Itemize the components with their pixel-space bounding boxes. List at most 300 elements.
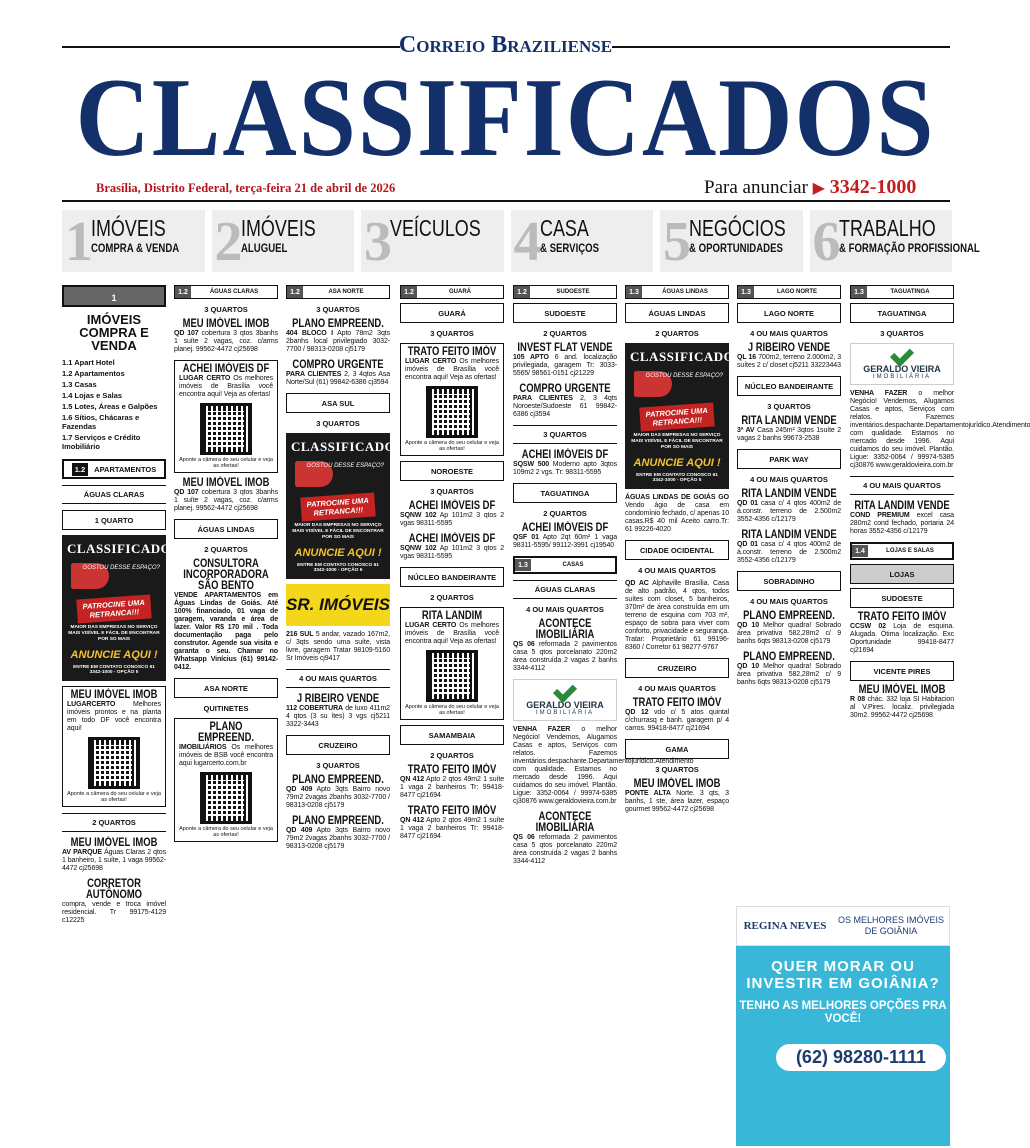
section-tab-subtitle: & OPORTUNIDADES: [689, 241, 783, 255]
qr-code-icon[interactable]: [88, 737, 140, 789]
subcategory-label: 3 QUARTOS: [430, 487, 474, 496]
advertise-phone[interactable]: 3342-1000: [829, 176, 917, 198]
ad-lead: 404 BLOCO I: [286, 330, 333, 337]
ad-text: reformada 2 pavimentos casa 5 qtos porcelanato 220m2 área construída 2 vagas 2 banhs 3344-4112: [513, 834, 617, 865]
ad-title: J RIBEIRO VENDE: [296, 693, 380, 705]
subcategory-label: 2 QUARTOS: [655, 329, 699, 338]
subcategory-label: ÁGUAS CLARAS: [62, 485, 166, 504]
subcategory-label: 2 QUARTOS: [430, 593, 474, 602]
ad-lead: IMOBILIÁRIOS: [179, 744, 227, 751]
ad-title: ACHEI IMÓVEIS DF: [408, 500, 496, 512]
subcategory-label: 3 QUARTOS: [880, 329, 924, 338]
classified-ad: [174, 319, 278, 354]
promo-question: GOSTOU DESSE ESPAÇO?: [82, 565, 160, 571]
subcategory-label: 4 OU MAIS QUARTOS: [750, 329, 828, 338]
qr-caption: Aponte a câmera do seu celular e veja as ofertas!: [179, 457, 273, 469]
subcategory-label: 2 QUARTOS: [543, 329, 587, 338]
regina-neves-phone[interactable]: (62) 98280-1111: [776, 1044, 946, 1071]
subcategory-label: CIDADE OCIDENTAL: [625, 540, 729, 560]
ad-lead: PARA CLIENTES: [286, 371, 342, 378]
category-label: ÁGUAS CLARAS: [209, 289, 259, 295]
ad-text: Apto 3qts Bairro novo 79m2 2vagas 2banhs 3032-7700 / 98313-0208 cj5179: [286, 786, 390, 809]
subcategory-label: SAMAMBAIA: [400, 725, 504, 745]
subcategory-label: ÁGUAS LINDAS: [625, 303, 729, 323]
subcategory-label: LAGO NORTE: [737, 303, 841, 323]
ad-lead: QD 10: [737, 622, 760, 629]
qr-code-icon[interactable]: [426, 386, 478, 438]
ad-text: Loja de esquina. Alugada. Ótima localização. Exc Oportunidade 99418-8477 cj21694: [850, 623, 954, 654]
section-tab-subtitle: & SERVIÇOS: [539, 241, 599, 255]
subcategory-label: NÚCLEO BANDEIRANTE: [400, 567, 504, 587]
ad-lead: QSF 01: [513, 534, 539, 541]
ad-text: 6 and. localização privilegiada, garagem Tr: 3033-5565/ 98561-0151 cj21229: [513, 354, 617, 377]
classified-ad: [286, 775, 390, 810]
index-item[interactable]: 1.4 Lojas e Salas: [62, 391, 123, 400]
masthead-divider: [62, 200, 950, 202]
ad-text: VENDE APARTAMENTOS em Águas Lindas de Goiás. Até 100% financiado, 01 vaga de garagem, varanda e área de lazer. Valor R$ 170 mil . Toda documentação paga pelo construtor. Agende sua visita e garanta o seu. Chamar no Whatsapp Vinícius (61) 99142-0412.: [174, 592, 278, 671]
ad-text: Ap 101m2 3 qtos 2 vgas 98311-5595: [400, 545, 505, 560]
classified-ad: [850, 501, 954, 536]
ad-title: RITA LANDIM: [421, 610, 483, 622]
ad-title: TRATO FEITO IMÓV: [857, 611, 947, 623]
ad-lead: LUGAR CERTO: [405, 622, 457, 629]
section-number: 1: [65, 211, 93, 273]
category-label: TAGUATINGA: [890, 289, 930, 295]
subcategory-label: LOJAS: [850, 564, 954, 584]
ad-text: 2, 3 4qtos Asa Norte/Sul (61) 99842-6386 cj3594: [286, 371, 390, 386]
qr-code-icon[interactable]: [200, 772, 252, 824]
advertise-info: [704, 176, 916, 199]
section-tab-title: VEÍCULOS: [390, 215, 481, 241]
classified-ad: [62, 879, 166, 925]
classified-ad: [737, 530, 841, 565]
category-header: [400, 285, 504, 299]
classified-ad: [737, 652, 841, 696]
ad-text: 2, 3 4qts Noroeste/Sudoeste 61 99842-6386 cj3594: [513, 395, 617, 418]
classified-ad: [737, 611, 841, 646]
section-tab-imoveis-aluguel[interactable]: [212, 210, 355, 272]
classified-ad: [625, 779, 729, 814]
classified-ad: [400, 607, 504, 720]
ad-title: COMPRO URGENTE: [519, 383, 611, 395]
ad-text: vdo c/ 5 atos quintal c/churrasq e banh. garagem p/ 4 carros. 99418-8477 cj21694: [625, 709, 729, 732]
section-title: CLASSIFICADOS: [75, 56, 936, 180]
newspaper-name: Correio Braziliense: [398, 32, 613, 58]
ad-text: 700m2, terreno 2.000m2, 3 suítes 2 c/ closet cj5211 33223443: [737, 354, 841, 369]
ad-title: RITA LANDIM VENDE: [854, 500, 950, 512]
ad-lead: LUGAR CERTO: [405, 358, 457, 365]
promo-contact: ENTRE EM CONTATO CONOSCO 61 3342-1000 - OPÇÃO 5: [297, 563, 379, 573]
subcategory-label: 2 QUARTOS: [62, 813, 166, 832]
qr-caption: Aponte a câmera do seu celular e veja as ofertas!: [405, 440, 499, 452]
column-2: [174, 285, 278, 1145]
subcategory-label: 4 OU MAIS QUARTOS: [850, 476, 954, 495]
subcategory-label: 4 OU MAIS QUARTOS: [638, 566, 716, 575]
ad-text: Melhor quadra! Sobrado área privativa 582,28m2 c/ 9 banhs 6qts 98313-0208 cj5179: [737, 663, 841, 686]
classified-ad: [174, 360, 278, 473]
index-item[interactable]: 1.5 Lotes, Áreas e Galpões: [62, 402, 158, 411]
promo-sponsor: PATROCINE UMA RETRANCA!!!: [76, 594, 151, 623]
section-nav: [62, 210, 980, 273]
classified-ad: [513, 384, 617, 419]
promo-title: CLASSIFICADOS: [630, 349, 742, 364]
promo-question: GOSTOU DESSE ESPAÇO?: [306, 463, 384, 469]
ad-lead: QD 10: [737, 663, 760, 670]
ad-title: INVEST FLAT VENDE: [517, 342, 613, 354]
arrow-right-icon: ▶: [812, 180, 825, 197]
classified-ad: [400, 765, 504, 800]
ad-text: Apto 2 qtos 49m2 1 suíte 1 vaga 2 banheiros Tr: 99418-8477 cj21694: [400, 776, 504, 799]
qr-caption: Aponte a câmera do seu celular e veja as ofertas!: [67, 791, 161, 803]
qr-code-icon[interactable]: [200, 403, 252, 455]
category-header: [513, 285, 617, 299]
section-tab-title: IMÓVEIS: [240, 215, 316, 241]
column-4: [400, 285, 504, 1145]
ad-title: TRATO FEITO IMÓV: [632, 697, 722, 709]
ad-lead: QS 06: [513, 834, 535, 841]
promo-smalltext: MAIOR DAS EMPRESAS NO SERVIÇO MAIS VISÍVEL E FÁCIL DE ENCONTRAR POR SO MAIS: [68, 625, 160, 642]
classified-ad: [400, 343, 504, 456]
promo-contact: ENTRE EM CONTATO CONOSCO 61 3342-1000 - OPÇÃO 5: [73, 665, 155, 675]
geraldo-vieira-logo: [850, 343, 954, 385]
subcategory-label: CRUZEIRO: [625, 658, 729, 678]
regina-neves-headline: QUER MORAR OU INVESTIR EM GOIÂNIA?: [746, 958, 940, 992]
ad-lead: SQSW 500: [513, 461, 550, 468]
classified-ad: [513, 523, 617, 550]
ad-title: ACHEI IMÓVEIS DF: [521, 522, 609, 534]
section-tab-negocios[interactable]: [660, 210, 803, 272]
ad-lead: QD 107: [174, 489, 199, 496]
index-item[interactable]: 1.6 Sítios, Chácaras e Fazendas: [62, 413, 140, 431]
ad-title: CORRETOR AUTÔNOMO: [85, 878, 143, 901]
classified-ad: [286, 631, 390, 663]
ad-text: cobertura 3 qtos 3banhs 1 suíte 2 vagas, coz. c/arms planej. 99562-4472 cj25698: [174, 489, 278, 512]
ad-title: MEU IMÓVEL IMOB: [70, 837, 158, 849]
subcategory-label: TAGUATINGA: [850, 303, 954, 323]
ad-lead: SQNW 102: [400, 545, 437, 552]
ad-title: PLANO EMPREEND.: [292, 318, 384, 330]
regina-neves-logo: REGINA NEVES: [743, 920, 827, 932]
ad-lead: COND PREMIUM: [850, 512, 910, 519]
section-tab-subtitle: & FORMAÇÃO PROFISSIONAL: [838, 241, 980, 255]
ad-text: compra, vende e troca imóvel residencial. Tr 99175-4129 c12225: [62, 901, 166, 924]
category-label: LOJAS E SALAS: [886, 548, 934, 554]
subcategory-label: 4 OU MAIS QUARTOS: [750, 597, 828, 606]
ad-lead: 105 APTO: [513, 354, 549, 361]
ad-lead: QL 16: [737, 354, 757, 361]
promo-title: CLASSIFICADOS: [291, 439, 403, 454]
promo-title: CLASSIFICADOS: [67, 541, 179, 556]
subcategory-label: PARK WAY: [737, 449, 841, 469]
subcategory-label: 4 OU MAIS QUARTOS: [526, 605, 604, 614]
section-tab-title: TRABALHO: [838, 215, 936, 241]
category-header: [625, 285, 729, 299]
section-tab-trabalho[interactable]: [810, 210, 980, 273]
ad-text: 5 andar, vazado 167m2, c/ 3qts sendo uma suíte, vista livre, garagem Tratar 98109-5160 Sr Imóveis cj9417: [286, 631, 390, 662]
ad-lead: CCSW 02: [850, 623, 886, 630]
ad-lead: 216 SUL: [286, 631, 314, 638]
ad-title: TRATO FEITO IMÓV: [407, 346, 497, 358]
subcategory-label: VICENTE PIRES: [850, 661, 954, 681]
ad-title: RITA LANDIM VENDE: [741, 488, 837, 500]
ad-lead: QD 107: [174, 330, 199, 337]
subcategory-label: ÁGUAS LINDAS: [174, 519, 278, 539]
category-number: 1.3: [851, 286, 867, 298]
ad-text: Os melhores imóveis de Brasília você encontra aqui! Veja as ofertas!: [405, 358, 499, 381]
category-number: 1.2: [175, 286, 191, 298]
classified-ad: [625, 494, 729, 534]
ad-title: PLANO EMPREEND.: [292, 774, 384, 786]
classified-ad: [286, 319, 390, 354]
classified-ad: [850, 612, 954, 655]
promo-ad[interactable]: [625, 343, 742, 489]
category-number: 1.2: [401, 286, 417, 298]
subcategory-label: 3 QUARTOS: [316, 419, 360, 428]
ad-lead: QD 409: [286, 827, 313, 834]
classified-ad: [850, 685, 954, 720]
category-label: CASAS: [562, 562, 584, 568]
ad-text: Os melhores imóveis de BSB você encontra aqui lugarcerto.com.br: [179, 744, 273, 767]
subcategory-label: SUDOESTE: [850, 588, 954, 608]
classified-ad: [400, 534, 504, 561]
ad-title: ACHEI IMÓVEIS DF: [521, 449, 609, 461]
ad-text: Vendo ágio de casa em condomínio fechado, c/ apenas 10 casas.R$ 40 mil Aceito carro.Tr: 61 99226-4020: [625, 502, 729, 533]
classified-ad: [737, 343, 841, 370]
ad-title: MEU IMÓVEL IMOB: [858, 684, 946, 696]
ad-title: PLANO EMPREEND.: [197, 721, 255, 744]
subcategory-label: NÚCLEO BANDEIRANTE: [737, 376, 841, 396]
section-tab-imoveis-compra[interactable]: [62, 210, 205, 272]
subcategory-label: 3 QUARTOS: [204, 305, 248, 314]
ad-title: COMPRO URGENTE: [292, 359, 384, 371]
classified-ad: [513, 812, 617, 866]
ad-lead: VENHA FAZER: [850, 390, 908, 397]
ad-lead: QD 01: [737, 541, 758, 548]
ad-lead: PARA CLIENTES: [513, 395, 573, 402]
ad-lead: QS 06: [513, 641, 535, 648]
index-title: IMÓVEIS COMPRA E VENDA: [79, 312, 149, 353]
promo-question: GOSTOU DESSE ESPAÇO?: [645, 373, 723, 379]
ad-title: MEU IMÓVEL IMOB: [633, 778, 721, 790]
classified-ad: [625, 580, 729, 652]
category-label: ÁGUAS LINDAS: [662, 289, 708, 295]
qr-code-icon[interactable]: [426, 650, 478, 702]
qr-caption: Aponte a câmera do seu celular e veja as ofertas!: [179, 826, 273, 838]
ad-title: MEU IMÓVEL IMOB: [182, 318, 270, 330]
subcategory-label: ASA SUL: [286, 393, 390, 413]
promo-cta: ANUNCIE AQUI !: [294, 547, 382, 559]
classified-ad: [400, 501, 504, 528]
ad-text: reformada 2 pavimentos casa 5 qtos porcelanato 220m2 área construída 2 vagas 2 banhs 3344-4112: [513, 641, 617, 672]
regina-neves-header: [736, 906, 950, 946]
ad-lead: SQNW 102: [400, 512, 437, 519]
ad-title: ACHEI IMÓVEIS DF: [182, 363, 270, 375]
section-tab-casa[interactable]: [511, 210, 654, 272]
category-number: 1.3: [515, 559, 531, 571]
category-number: 1.2: [72, 463, 88, 476]
ad-lead: QD 12: [625, 709, 649, 716]
ad-title: PLANO EMPREEND.: [743, 651, 835, 663]
ad-lead: ÁGUAS LINDAS DE GOIÁS GO: [625, 494, 729, 501]
ad-lead: LUGARCERTO: [67, 701, 116, 708]
classified-ad: [513, 450, 617, 477]
category-header: [737, 285, 841, 299]
subcategory-label: 3 QUARTOS: [767, 402, 811, 411]
promo-ad[interactable]: [286, 433, 403, 579]
subcategory-label: 3 QUARTOS: [316, 305, 360, 314]
ad-text: casa c/ 4 qtos 400m2 de á.constr. terreno de 2.500m2 3552-4356 c/12179: [737, 500, 841, 523]
subcategory-label: 3 QUARTOS: [316, 761, 360, 770]
subcategory-label: 4 OU MAIS QUARTOS: [750, 475, 828, 484]
category-label: APARTAMENTOS: [94, 464, 157, 474]
index-item[interactable]: 1.1 Apart Hotel: [62, 358, 115, 367]
ad-title: PLANO EMPREEND.: [743, 610, 835, 622]
classified-ad: [62, 686, 166, 807]
ad-lead: QD 409: [286, 786, 313, 793]
ad-title: ACONTECE IMOBILIÁRIA: [535, 618, 595, 641]
ad-title: TRATO FEITO IMÓV: [407, 805, 497, 817]
ad-text: Norte. 3 qts, 3 banhs, 1 ste, área lazer, espaço gourmet 99562-4472 cj25698: [625, 790, 729, 813]
category-number: 1.4: [852, 545, 868, 557]
ad-text: Apto 2qt 60m² 1 vaga 98311-5595/ 99112-3991 cj19540: [513, 534, 617, 549]
ad-lead: QD AC: [625, 580, 649, 587]
ad-title: TRATO FEITO IMÓV: [407, 764, 497, 776]
promo-sponsor: PATROCINE UMA RETRANCA!!!: [639, 402, 714, 431]
ad-title: CONSULTORA INCORPORADORA SÃO BENTO: [183, 558, 269, 592]
subcategory-label: NOROESTE: [400, 461, 504, 481]
classified-ad: [513, 343, 617, 378]
logo-subtitle: IMOBILIÁRIA: [872, 374, 931, 380]
ad-lead: QN 412: [400, 776, 425, 783]
ad-title: MEU IMÓVEL IMOB: [70, 689, 158, 701]
promo-smalltext: MAIOR DAS EMPRESAS NO SERVIÇO MAIS VISÍVEL E FÁCIL DE ENCONTRAR POR SO MAIS: [292, 523, 384, 540]
subcategory-label: ÁGUAS CLARAS: [513, 580, 617, 599]
classified-ad: [737, 489, 841, 524]
category-label: LAGO NORTE: [777, 289, 817, 295]
promo-smalltext: MAIOR DAS EMPRESAS NO SERVIÇO MAIS VISÍVEL E FÁCIL DE ENCONTRAR POR SO MAIS: [631, 433, 723, 450]
ad-text: o melhor Negócio! Vendemos, Alugamos Casas e aptos, Serviços com relatos. Fazemos inventários.despachante.Departamentojurídico.Atendimento com qualidade. Estamos no mercado desde 1996. Aqui cuidamos do seu imóvel. Plantão. Ligue: 3352-0064 / 99974-5385 cj30876 www.geraldovieira.com.br: [850, 390, 1030, 469]
classified-ad: [400, 806, 504, 841]
classified-ad: [850, 390, 1030, 470]
category-header: [513, 556, 617, 574]
ad-text: Águas Claras 2 qtos 1 banheiro, 1 suíte, 1 vaga 99562-4472 cj25698: [62, 849, 166, 872]
logo-name: GERALDO VIEIRA: [526, 700, 604, 710]
index-item[interactable]: 1.7 Serviços e Crédito Imobiliário: [62, 433, 141, 451]
ad-title: PLANO EMPREEND.: [292, 815, 384, 827]
ad-lead: LUGAR CERTO: [179, 375, 231, 382]
subcategory-label: QUITINETES: [203, 704, 249, 713]
logo-name: GERALDO VIEIRA: [863, 364, 941, 374]
subcategory-label: 2 QUARTOS: [543, 509, 587, 518]
qr-caption: Aponte a câmera do seu celular e veja as ofertas!: [405, 704, 499, 716]
ad-title: MEU IMÓVEL IMOB: [182, 477, 270, 489]
section-tab-veiculos[interactable]: [361, 210, 504, 272]
promo-ad[interactable]: [62, 535, 179, 681]
category-number: 1.3: [738, 286, 754, 298]
logo-subtitle: IMOBILIÁRIA: [535, 710, 594, 716]
category-header: [850, 542, 954, 560]
classified-ad: [513, 619, 617, 673]
subcategory-label: 2 QUARTOS: [204, 545, 248, 554]
geraldo-vieira-logo: [513, 679, 617, 721]
classified-ad: [625, 698, 729, 733]
index-number: 1: [62, 285, 166, 307]
column-3: [286, 285, 403, 1145]
subcategory-label: 1 QUARTO: [62, 510, 166, 530]
subcategory-label: GUARÁ: [400, 303, 504, 323]
ad-text: chác. 332 loja SI Habitacion al V.Pires. localiz. privilegiada 30m2. 99562-4472 cj25698: [850, 696, 954, 719]
ad-text: Ap 101m2 3 qtos 2 vgas 98311-5595: [400, 512, 505, 527]
category-header: [174, 285, 278, 299]
category-header: [850, 285, 954, 299]
ad-lead: 3ª AV: [737, 427, 755, 434]
subcategory-label: 3 QUARTOS: [430, 329, 474, 338]
ad-text: Apto 78m2 3qts 2banhs local privilegiado 3032-7700 / 98313-0208 cj5179: [286, 330, 390, 353]
subcategory-label: CRUZEIRO: [286, 735, 390, 755]
subcategory-label: SUDOESTE: [513, 303, 617, 323]
index-item[interactable]: 1.3 Casas: [62, 380, 97, 389]
classified-ad: [286, 694, 390, 729]
regina-neves-tagline: OS MELHORES IMÓVEIS DE GOIÂNIA: [837, 915, 945, 936]
regina-neves-ad[interactable]: [736, 906, 950, 1146]
section-tab-title: IMÓVEIS: [91, 215, 166, 241]
ad-text: Os melhores imóveis de Brasília você encontra aqui! Veja as ofertas!: [405, 622, 499, 645]
ad-text: Apto 3qts Bairro novo 79m2 2vagas 2banhs 3032-7700 / 98313-0208 cj5179: [286, 827, 390, 850]
category-label: SUDOESTE: [556, 289, 590, 295]
section-tab-title: CASA: [539, 215, 589, 241]
column-8: [850, 285, 1030, 905]
category-header: [62, 459, 166, 479]
ad-text: cobertura 3 qtos 3banhs 1 suíte 2 vagas, coz. c/arms planej. 99562-4472 cj25698: [174, 330, 278, 353]
sr-imoveis-logo: SR. IMÓVEIS: [286, 584, 390, 626]
promo-cta: ANUNCIE AQUI !: [633, 457, 721, 469]
ad-text: Moderno apto 3qtos 109m2 2 vgs. Tr: 98311-5595: [513, 461, 617, 476]
section-tab-subtitle: COMPRA & VENDA: [91, 241, 180, 255]
subcategory-label: SOBRADINHO: [737, 571, 841, 591]
category-header: [286, 285, 390, 299]
regina-neves-subheadline: TENHO AS MELHORES OPÇÕES PRA VOCÊ!: [739, 1000, 947, 1025]
subcategory-label: 4 OU MAIS QUARTOS: [286, 669, 390, 688]
section-tab-subtitle: ALUGUEL: [240, 241, 287, 255]
subcategory-label: 3 QUARTOS: [655, 765, 699, 774]
section-tab-title: NEGÓCIOS: [689, 215, 786, 241]
ad-title: RITA LANDIM VENDE: [741, 529, 837, 541]
section-number: 2: [214, 211, 243, 273]
ad-text: de luxo 411m2 4 qtos (3 su ítes) 3 vgs cj5211 3322-3443: [286, 705, 390, 728]
classified-ad: [286, 816, 390, 851]
promo-sponsor: PATROCINE UMA RETRANCA!!!: [300, 492, 375, 521]
ad-text: Melhor quadra! Sobrado área privativa 582,28m2 c/ 9 banhs 6qts 98313-0208 cj5179: [737, 622, 841, 645]
ad-text: Melhores imóveis prontos e na planta em todo DF você encontra aqui!: [67, 701, 161, 732]
classified-ad: [737, 416, 841, 443]
ad-text: Alphaville Brasília. Casa de alto padrão, 4 qtos, todos suítes com closet, 5 banheiros, 370m² de área construída em um terreno de esquina com 703 m², espaço de sobra para viver com conforto, privacidade e segurança. Tratar: Proprietário 61 99196-8360 / Corretor 61 98277-9767: [625, 580, 729, 651]
classified-ad: [174, 718, 278, 842]
section-number: 5: [663, 211, 691, 273]
ad-title: ACHEI IMÓVEIS DF: [408, 533, 496, 545]
category-label: ASA NORTE: [328, 289, 364, 295]
masthead: [0, 0, 1011, 200]
index-item[interactable]: 1.2 Apartamentos: [62, 369, 125, 378]
subcategory-label: 2 QUARTOS: [430, 751, 474, 760]
ad-lead: QD 01: [737, 500, 758, 507]
ad-lead: PONTE ALTA: [625, 790, 671, 797]
regina-neves-body: [736, 946, 950, 1146]
ad-text: Os melhores imóveis de Brasília você encontra aqui! Veja as ofertas!: [179, 375, 273, 398]
subcategory-label: GAMA: [625, 739, 729, 759]
ad-text: o melhor Negócio! Vendemos, Alugamos Casas e aptos, Serviços com relatos. Fazemos inventários.despachante.Departamentojurídico.Atendimento com qualidade. Estamos no mercado desde 1996. Aqui cuidamos do seu imóvel. Plantão. Ligue: 3352-0064 / 99974-5385 cj30876 www.geraldovieira.com.br: [513, 726, 694, 805]
advertise-label: Para anunciar: [704, 177, 808, 198]
promo-contact: ENTRE EM CONTATO CONOSCO 61 3342-1000 - OPÇÃO 5: [636, 473, 718, 483]
